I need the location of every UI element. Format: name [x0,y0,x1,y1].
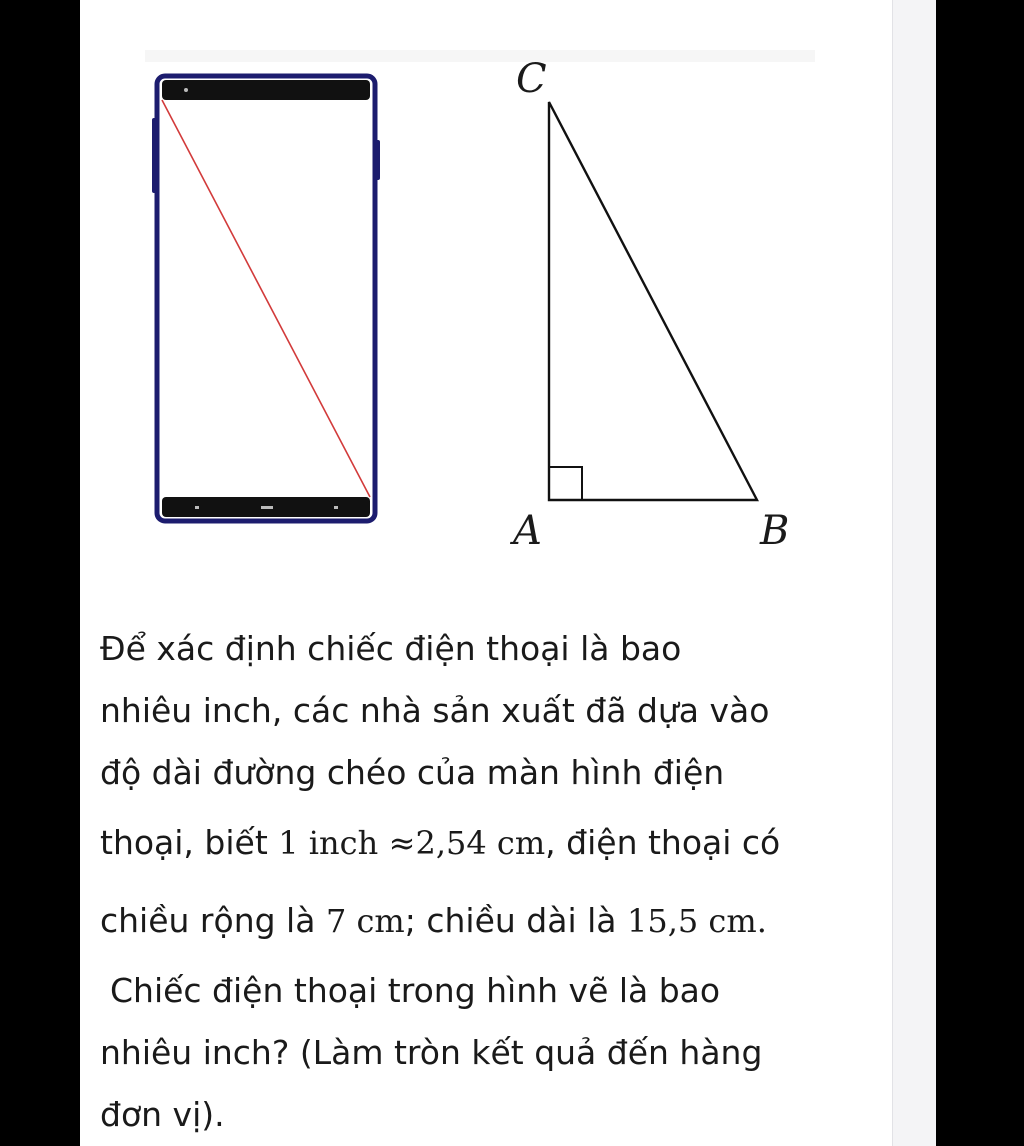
phone-width-value: 7 cm [325,902,405,940]
phone-top-bezel [162,80,370,100]
right-triangle [509,56,789,554]
figure-top-band [145,50,815,62]
problem-text [100,618,880,1146]
problem-line-4-start: thoại, biết [100,823,279,862]
problem-line-5-start: chiều rộng là [100,901,326,940]
problem-line-6: Chiếc điện thoại trong hình vẽ là bao [110,971,721,1010]
problem-line-3: độ dài đường chéo của màn hình điện [100,753,725,792]
problem-line-1: Để xác định chiếc điện thoại là bao [100,629,682,668]
vertex-label-b: B [760,508,790,554]
problem-line-2: nhiêu inch, các nhà sản xuất đã dựa vào [100,691,770,730]
problem-line-4-end: , điện thoại có [545,823,781,862]
right-angle-marker [549,467,582,500]
triangle-abc [549,102,757,500]
phone-camera-icon [184,88,188,92]
problem-line-5-middle: ; chiều dài là [404,901,627,940]
phone-length-value: 15,5 cm [627,902,757,940]
phone-menu-key-icon [334,506,338,509]
problem-line-5-end: . [756,902,767,940]
vertex-label-a: A [513,508,542,554]
vertex-label-c: C [516,56,547,102]
inch-conversion: ≈2,54 cm [388,824,546,862]
phone-home-key-icon [261,506,273,509]
phone-illustration [152,76,380,521]
problem-line-7: nhiêu inch? (Làm tròn kết quả đến hàng [100,1033,763,1072]
problem-line-8: đơn vị). [100,1095,225,1134]
problem-line-5 [100,882,880,960]
inch-unit: 1 inch [278,824,379,862]
phone-back-key-icon [195,506,199,509]
problem-line-4 [100,804,880,882]
